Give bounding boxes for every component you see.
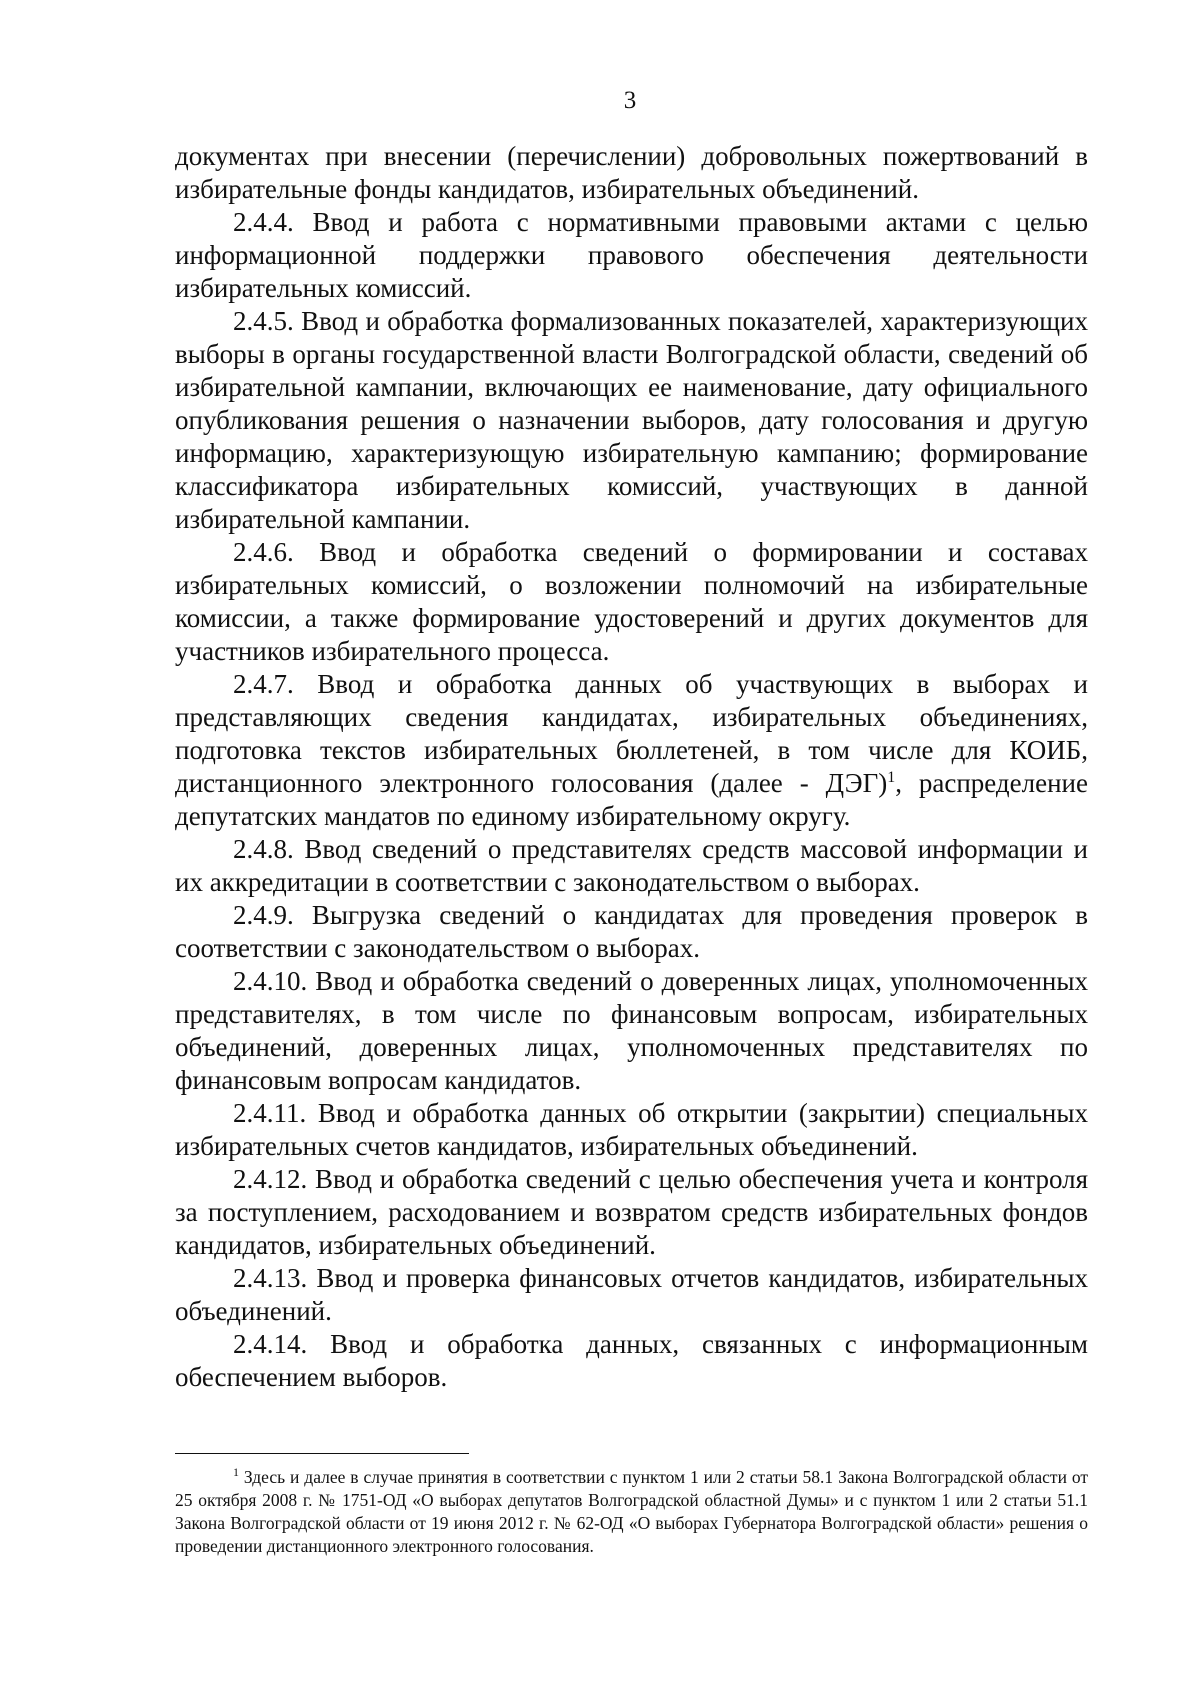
paragraph-2-4-7 <box>175 668 1088 833</box>
paragraph-2-4-10: 2.4.10. Ввод и обработка сведений о доверенных лицах, уполномоченных представителях, в том числе по финансовым вопросам, избирательных объединений, доверенных лицах, уполномоченных представителях по финансовым вопросам кандидатов. <box>175 966 1088 1095</box>
paragraph-2-4-9: 2.4.9. Выгрузка сведений о кандидатах для проведения проверок в соответствии с законодательством о выборах. <box>175 900 1088 963</box>
paragraph-2-4-12: 2.4.12. Ввод и обработка сведений с целью обеспечения учета и контроля за поступлением, расходованием и возвратом средств избирательных фондов кандидатов, избирательных объединений. <box>175 1164 1088 1260</box>
paragraph-2-4-4: 2.4.4. Ввод и работа с нормативными правовыми актами с целью информационной поддержки правового обеспечения деятельности избирательных комиссий. <box>175 207 1088 303</box>
paragraph-2-4-14: 2.4.14. Ввод и обработка данных, связанных с информационным обеспечением выборов. <box>175 1329 1088 1392</box>
footnote-reference: 1 <box>887 769 896 786</box>
document-body <box>175 140 1088 1394</box>
footnote-mark: 1 <box>233 1465 239 1480</box>
paragraph-2-4-7-text-after: , распределение депутатских мандатов по единому избирательному округу. <box>175 768 1088 831</box>
paragraph-2-4-6: 2.4.6. Ввод и обработка сведений о формировании и составах избирательных комиссий, о возложении полномочий на избирательные комиссии, а также формирование удостоверений и других документов для участников избирательного процесса. <box>175 537 1088 666</box>
footnote-divider <box>175 1453 469 1454</box>
paragraph-2-4-8: 2.4.8. Ввод сведений о представителях средств массовой информации и их аккредитации в соответствии с законодательством о выборах. <box>175 834 1088 897</box>
paragraph-2-4-13: 2.4.13. Ввод и проверка финансовых отчетов кандидатов, избирательных объединений. <box>175 1263 1088 1326</box>
page-number: 3 <box>623 87 637 114</box>
paragraph-continuation: документах при внесении (перечислении) добровольных пожертвований в избирательные фонды кандидатов, избирательных объединений. <box>175 141 1088 204</box>
footnote-text: Здесь и далее в случае принятия в соответствии с пунктом 1 или 2 статьи 58.1 Закона Волгоградской области от 25 октября 2008 г. № 1751-ОД «О выборах депутатов Волгоградской областной Думы» и с пунктом 1 или 2 статьи 51.1 Закона Волгоградской области от 19 июня 2012 г. № 62-ОД «О выборах Губернатора Волгоградской области» решения о проведении дистанционного электронного голосования. <box>175 1467 1089 1556</box>
footnote <box>175 1466 1088 1558</box>
paragraph-2-4-7-text-before: 2.4.7. Ввод и обработка данных об участвующих в выборах и представляющих сведения кандидатах, избирательных объединениях, подготовка текстов избирательных бюллетеней, в том числе для КОИБ, дистанционного электронного голосования (далее - ДЭГ) <box>175 669 1088 798</box>
paragraph-2-4-11: 2.4.11. Ввод и обработка данных об открытии (закрытии) специальных избирательных счетов кандидатов, избирательных объединений. <box>175 1098 1088 1161</box>
paragraph-2-4-5: 2.4.5. Ввод и обработка формализованных показателей, характеризующих выборы в органы государственной власти Волгоградской области, сведений об избирательной кампании, включающих ее наименование, дату официального опубликования решения о назначении выборов, дату голосования и другую информацию, характеризующую избирательную кампанию; формирование классификатора избирательных комиссий, участвующих в данной избирательной кампании. <box>175 306 1088 534</box>
